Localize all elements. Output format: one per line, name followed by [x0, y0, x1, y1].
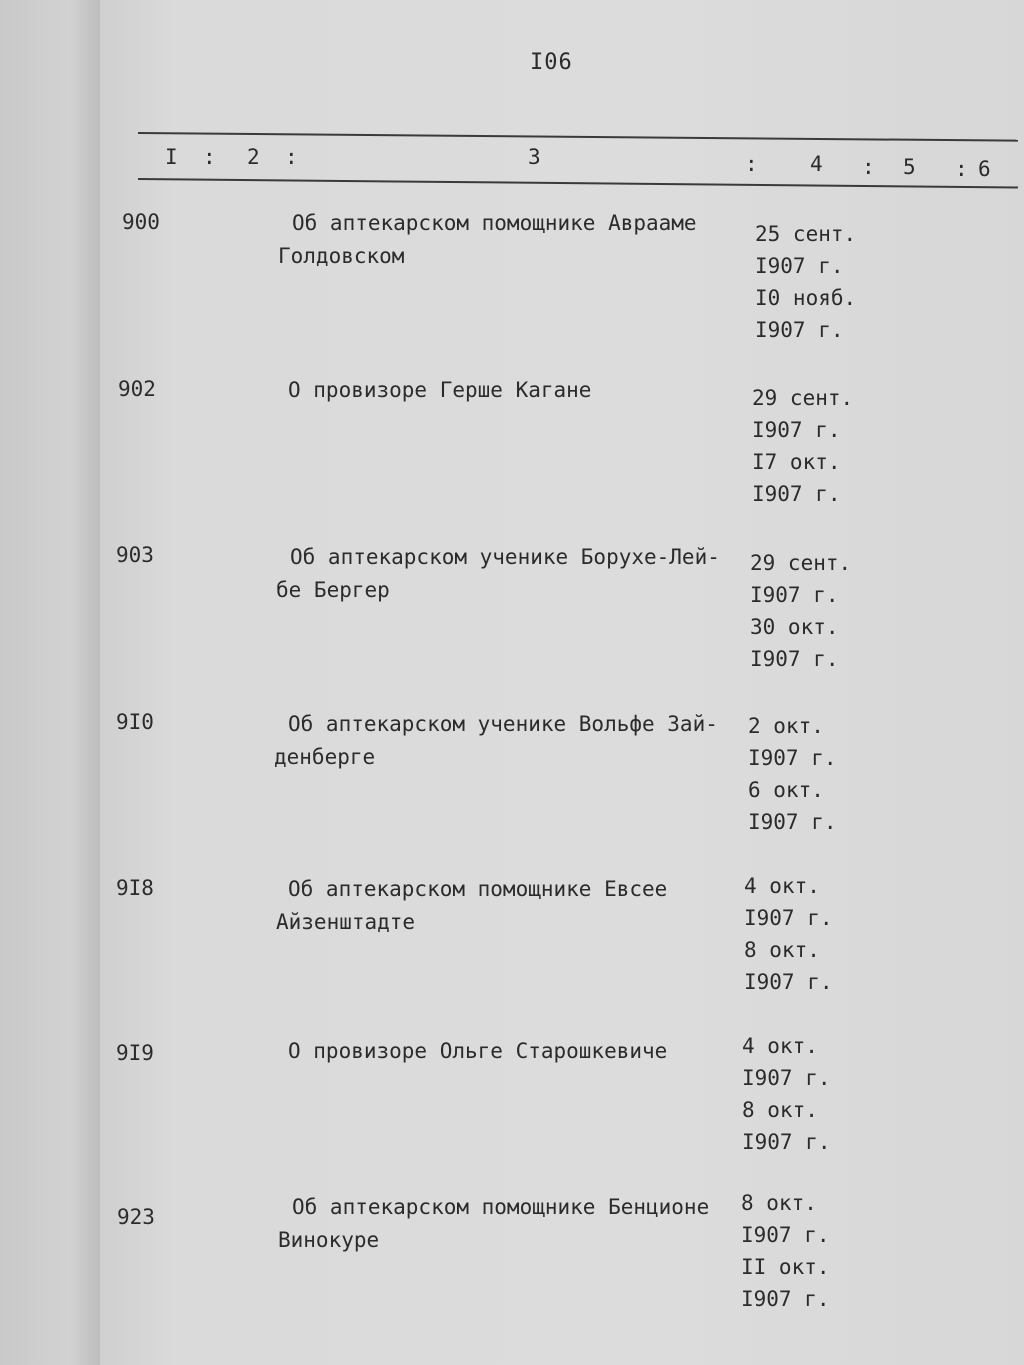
- entry-date-line: I907 г.: [742, 1130, 831, 1154]
- entry-number: 902: [118, 377, 156, 401]
- entry-dates: [741, 1187, 830, 1315]
- entry-dates: [755, 218, 856, 346]
- entry-title-line: О провизоре Ольге Старошкевиче: [288, 1039, 668, 1063]
- entry-date-line: I907 г.: [744, 970, 833, 994]
- page-number: I06: [530, 50, 573, 75]
- column-3-label: 3: [528, 145, 541, 169]
- entry-number: 9I0: [116, 710, 154, 734]
- entry-date-line: 6 окт.: [748, 778, 824, 802]
- column-6-label: 6: [978, 157, 991, 181]
- entry-title-line: Об аптекарском помощнике Евсее: [288, 877, 668, 901]
- column-separator: :: [203, 145, 216, 169]
- entry-title-line: бе Бергер: [276, 578, 390, 602]
- entry-date-line: 29 сент.: [750, 551, 852, 575]
- entry-title-line: Об аптекарском помощнике Аврааме: [292, 211, 697, 235]
- column-separator: :: [955, 157, 968, 181]
- entry-date-line: I907 г.: [742, 1066, 831, 1090]
- entry-number: 923: [117, 1205, 155, 1229]
- entry-title: [278, 207, 697, 273]
- column-1-label: I: [165, 145, 178, 169]
- entry-title: [288, 1035, 667, 1068]
- entry-date-line: I907 г.: [741, 1223, 830, 1247]
- entry-date-line: I907 г.: [748, 810, 837, 834]
- entry-title-line: Об аптекарском ученике Вольфе Зай-: [288, 712, 718, 736]
- entry-date-line: 4 окт.: [744, 874, 820, 898]
- entry-title-line: Об аптекарском помощнике Бенционе: [292, 1195, 710, 1219]
- entry-date-line: 8 окт.: [742, 1098, 818, 1122]
- column-separator: :: [862, 155, 875, 179]
- entry-title-line: О провизоре Герше Кагане: [288, 378, 592, 402]
- entry-dates: [748, 710, 837, 838]
- entry-number: 903: [116, 543, 154, 567]
- entry-title: [278, 1191, 709, 1257]
- entry-title-line: Айзенштадте: [276, 910, 416, 934]
- entry-title-line: Голдовском: [278, 244, 405, 268]
- entry-date-line: I907 г.: [741, 1287, 830, 1311]
- entry-title: [276, 541, 720, 607]
- column-2-label: 2: [247, 145, 260, 169]
- entry-dates: [752, 382, 853, 510]
- entry-dates: [742, 1030, 831, 1158]
- entry-date-line: 2 окт.: [748, 714, 824, 738]
- entry-title-line: Винокуре: [278, 1228, 380, 1252]
- entry-date-line: I907 г.: [752, 482, 841, 506]
- adjacent-page-edge: [0, 0, 100, 1365]
- entry-date-line: I907 г.: [748, 746, 837, 770]
- entry-date-line: I907 г.: [744, 906, 833, 930]
- entry-title-line: Об аптекарском ученике Борухе-Лей-: [290, 545, 720, 569]
- entry-date-line: I907 г.: [755, 254, 844, 278]
- entry-date-line: 8 окт.: [741, 1191, 817, 1215]
- entry-date-line: II окт.: [741, 1255, 830, 1279]
- entry-title: [276, 873, 667, 939]
- entry-dates: [744, 870, 833, 998]
- entry-date-line: I907 г.: [755, 318, 844, 342]
- entry-date-line: 25 сент.: [755, 222, 857, 246]
- entry-dates: [750, 547, 851, 675]
- entry-date-line: I907 г.: [752, 418, 841, 442]
- column-4-label: 4: [810, 152, 823, 176]
- entry-date-line: I7 окт.: [752, 450, 841, 474]
- column-5-label: 5: [903, 155, 916, 179]
- entry-title: [288, 374, 591, 407]
- column-separator: :: [285, 145, 298, 169]
- column-separator: :: [745, 152, 758, 176]
- entry-date-line: I907 г.: [750, 647, 839, 671]
- document-page: [100, 0, 1024, 1365]
- entry-title-line: денберге: [274, 745, 376, 769]
- entry-number: 9I9: [116, 1041, 154, 1065]
- entry-number: 900: [122, 210, 160, 234]
- entry-date-line: 8 окт.: [744, 938, 820, 962]
- entry-date-line: 29 сент.: [752, 386, 854, 410]
- entry-date-line: I907 г.: [750, 583, 839, 607]
- entry-title: [274, 708, 718, 774]
- entry-number: 9I8: [116, 876, 154, 900]
- entry-date-line: 30 окт.: [750, 615, 839, 639]
- entry-date-line: 4 окт.: [742, 1034, 818, 1058]
- entry-date-line: I0 нояб.: [755, 286, 857, 310]
